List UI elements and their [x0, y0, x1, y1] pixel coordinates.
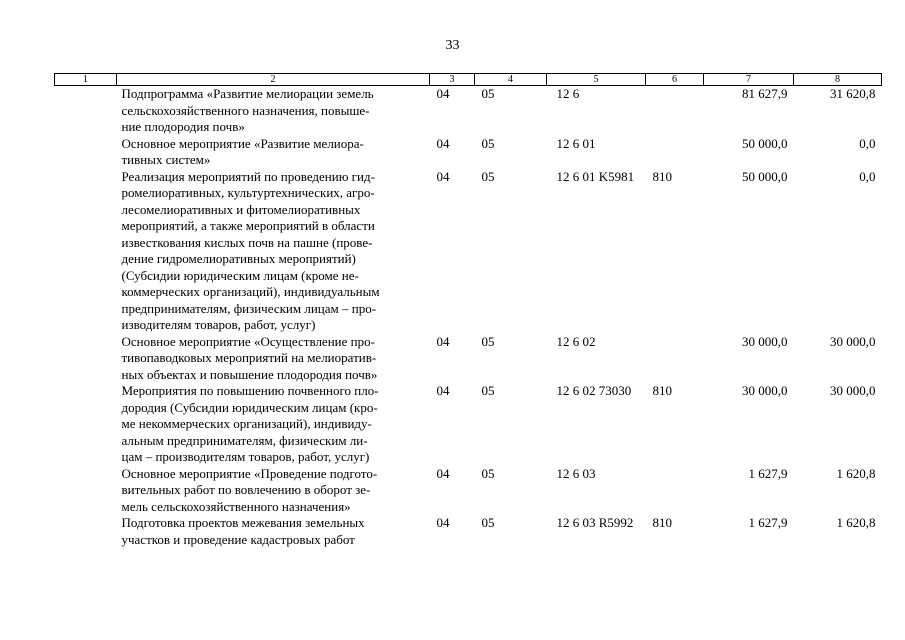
item-name-cell: Мероприятия по повышению почвенного пло- дородия (Субсидии юридическим лицам (кро- ме некоммерческих организаций), индивиду- альным предпринимателям, физическим ли- цам – производителям товаров, работ, услуг) — [121, 383, 379, 464]
amount-col8-cell: 31 620,8 — [830, 86, 876, 101]
item-name-cell: Подпрограмма «Развитие мелиорации земель сельскохозяйственного назначения, повыше- ние плодородия почв» — [121, 86, 374, 134]
row-index-cell — [55, 334, 117, 384]
section-code-cell: 04 — [436, 333, 450, 349]
item-name-cell: Основное мероприятие «Осуществление про- тивопаводковых мероприятий на мелиоратив- ных объектах и повышение плодородия почв» — [121, 333, 378, 382]
header-cell-3: 3 — [430, 74, 475, 86]
subsection-code-cell: 05 — [481, 465, 495, 481]
row-index-cell — [55, 169, 117, 334]
target-article-cell: 12 6 03 — [556, 465, 596, 481]
row-index-cell — [55, 515, 117, 548]
header-cell-8: 8 — [794, 74, 882, 86]
target-article-cell: 12 6 03 R5992 — [556, 515, 634, 530]
amount-col7-cell: 81 627,9 — [742, 86, 788, 101]
row-index-cell — [55, 466, 117, 516]
item-name-cell: Основное мероприятие «Развитие мелиора- тивных систем» — [121, 135, 364, 167]
subsection-code-cell: 05 — [481, 86, 495, 101]
expense-type-cell: 810 — [652, 168, 672, 184]
subsection-code-cell: 05 — [481, 383, 495, 398]
amount-col7-cell: 30 000,0 — [742, 383, 788, 398]
header-cell-4: 4 — [475, 74, 547, 86]
amount-col7-cell: 50 000,0 — [742, 135, 788, 151]
amount-col8-cell: 0,0 — [859, 168, 876, 184]
expense-type-cell — [646, 136, 704, 169]
page-number: 33 — [445, 38, 460, 53]
item-name-cell: Подготовка проектов межевания земельных участков и проведение кадастровых работ — [121, 515, 365, 547]
amount-col8-cell: 0,0 — [859, 135, 876, 151]
expense-type-cell: 810 — [652, 383, 672, 398]
table-row — [55, 383, 882, 466]
table-row — [55, 515, 882, 548]
expense-type-cell — [646, 86, 704, 136]
target-article-cell: 12 6 02 73030 — [556, 383, 632, 398]
table-row — [55, 86, 882, 136]
item-name-cell: Основное мероприятие «Проведение подгото- вительных работ по вовлечению в оборот зе- мель сельскохозяйственного назначения» — [121, 465, 378, 514]
target-article-cell: 12 6 02 — [556, 333, 596, 349]
amount-col7-cell: 50 000,0 — [742, 168, 788, 184]
amount-col8-cell: 1 620,8 — [836, 465, 876, 481]
amount-col7-cell: 1 627,9 — [748, 515, 788, 530]
header-cell-1: 1 — [55, 74, 117, 86]
table-row — [55, 334, 882, 384]
target-article-cell: 12 6 — [556, 86, 580, 101]
section-code-cell: 04 — [436, 465, 450, 481]
amount-col7-cell: 30 000,0 — [742, 333, 788, 349]
table-row — [55, 169, 882, 334]
header-cell-7: 7 — [704, 74, 794, 86]
section-code-cell: 04 — [436, 383, 450, 398]
amount-col8-cell: 30 000,0 — [830, 333, 876, 349]
subsection-code-cell: 05 — [481, 135, 495, 151]
section-code-cell: 04 — [436, 86, 450, 101]
section-code-cell: 04 — [436, 135, 450, 151]
expense-type-cell — [646, 334, 704, 384]
row-index-cell — [55, 136, 117, 169]
expense-type-cell — [646, 466, 704, 516]
amount-col8-cell: 1 620,8 — [836, 515, 876, 530]
row-index-cell — [55, 383, 117, 466]
amount-col8-cell: 30 000,0 — [830, 383, 876, 398]
header-row — [55, 74, 882, 86]
table-row — [55, 136, 882, 169]
target-article-cell: 12 6 01 K5981 — [556, 168, 635, 184]
budget-table — [54, 73, 882, 548]
target-article-cell: 12 6 01 — [556, 135, 596, 151]
subsection-code-cell: 05 — [481, 168, 495, 184]
section-code-cell: 04 — [436, 168, 450, 184]
subsection-code-cell: 05 — [481, 515, 495, 530]
header-cell-2: 2 — [117, 74, 430, 86]
header-cell-5: 5 — [547, 74, 646, 86]
amount-col7-cell: 1 627,9 — [748, 465, 788, 481]
row-index-cell — [55, 86, 117, 136]
table-row — [55, 466, 882, 516]
item-name-cell: Реализация мероприятий по проведению гид- ромелиоративных, культуртехнических, агро- лесомелиоративных и фитомелиоративных мероприятий, а также мероприятий в области известкования кислых почв на пашне (прове- дение гидромелиоративных мероприятий) (Субсидии юридическим лицам (кроме не- коммерческих организаций), индивидуальным предпринимателям, физическим лицам – про- изводителям товаров, работ, услуг) — [121, 168, 380, 332]
section-code-cell: 04 — [436, 515, 450, 530]
header-cell-6: 6 — [646, 74, 704, 86]
expense-type-cell: 810 — [652, 515, 672, 530]
subsection-code-cell: 05 — [481, 333, 495, 349]
